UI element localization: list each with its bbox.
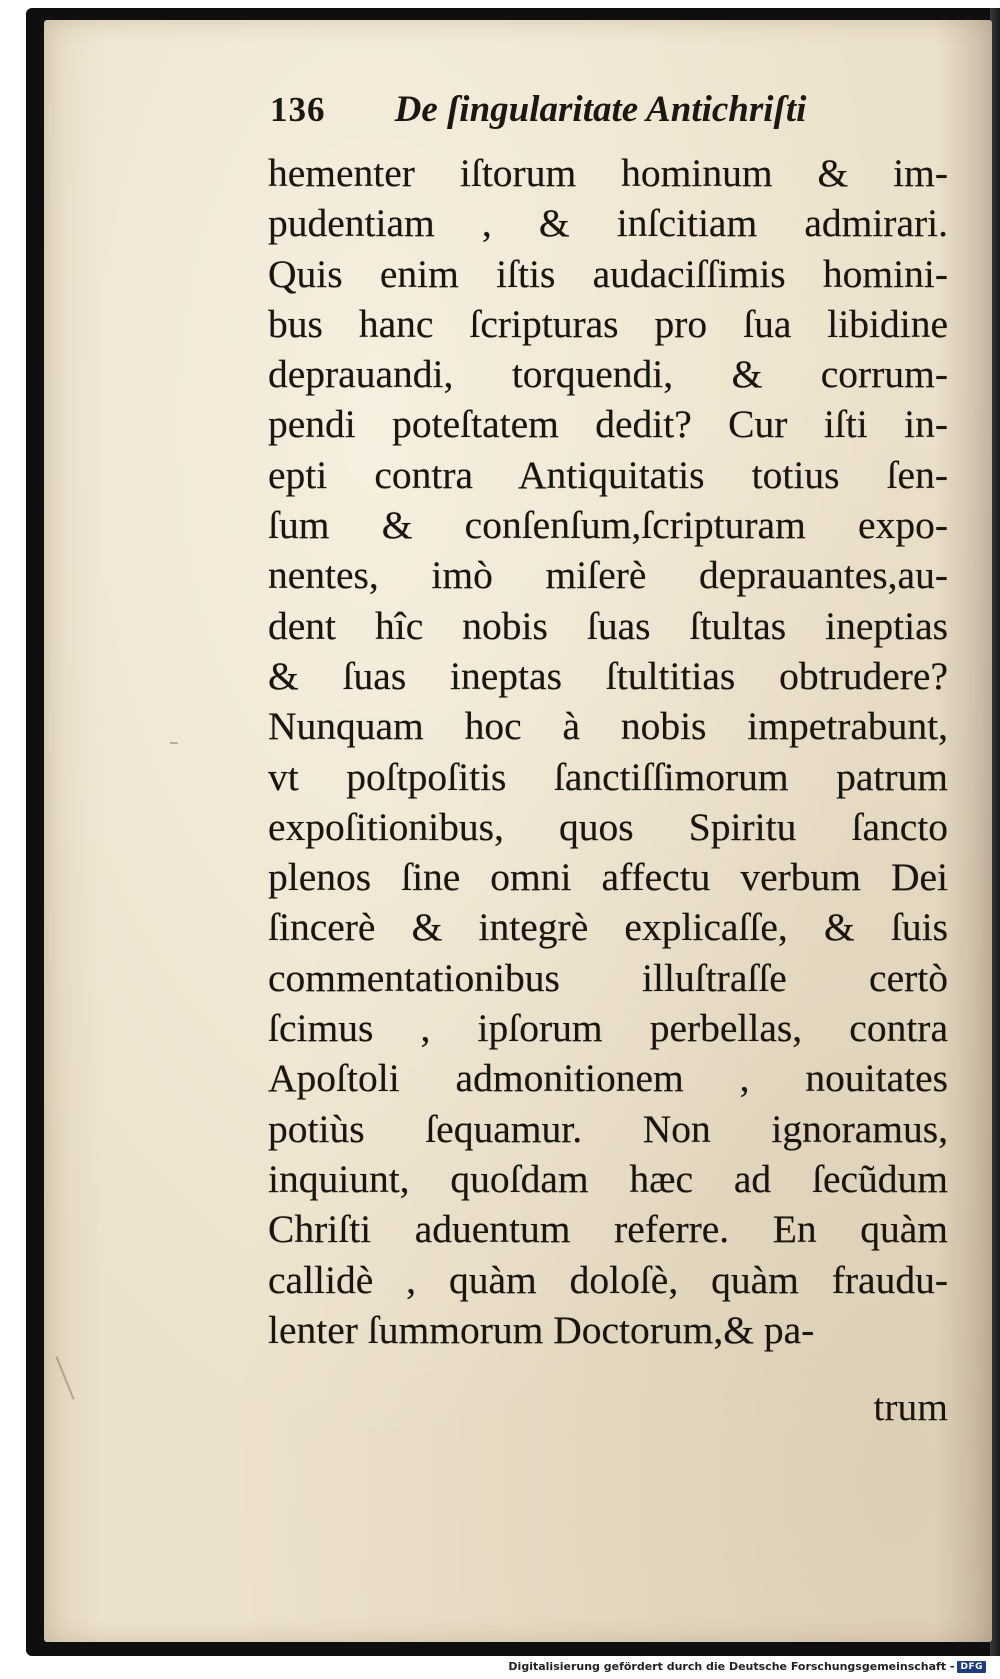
- dfg-logo: DFG: [957, 1661, 986, 1673]
- text-line: Quis enim iſtis audaciſſimis homini-: [268, 251, 948, 296]
- text-line: bus hanc ſcripturas pro ſua libidine: [268, 301, 948, 346]
- text-line: pendi poteſtatem dedit? Cur iſti in-: [268, 402, 948, 447]
- text-line: potiùs ſequamur. Non ignoramus,: [268, 1106, 948, 1151]
- text-line: Chriſti aduentum referre. En quàm: [268, 1207, 948, 1252]
- text-line: inquiunt, quoſdam hæc ad ſecũdum: [268, 1156, 948, 1201]
- margin-tick-mark: [170, 742, 178, 744]
- text-line: expoſitionibus, quos Spiritu ſancto: [268, 804, 948, 849]
- text-line: epti contra Antiquitatis totius ſen-: [268, 452, 948, 497]
- text-line: vt poſtpoſitis ſanctiſſimorum patrum: [268, 754, 948, 799]
- text-line: callidè , quàm doloſè, quàm fraudu-: [268, 1257, 948, 1302]
- catchword: trum: [873, 1385, 948, 1429]
- text-line: ſincerè & integrè explicaſſe, & ſuis: [268, 905, 948, 950]
- text-line: Apoſtoli admonitionem , nouitates: [268, 1056, 948, 1101]
- text-line: pudentiam , & inſcitiam admirari.: [268, 201, 948, 246]
- text-line: nentes, imò miſerè deprauantes,au-: [268, 553, 948, 598]
- digitization-credit: [508, 1660, 986, 1673]
- credit-text: Digitalisierung gefördert durch die Deutsche Forschungsgemeinschaft -: [508, 1660, 955, 1673]
- text-line: plenos ſine omni affectu verbum Dei: [268, 855, 948, 900]
- text-line: deprauandi, torquendi, & corrum-: [268, 352, 948, 397]
- text-line: ſum & conſenſum,ſcripturam expo-: [268, 503, 948, 548]
- running-head: [270, 88, 930, 138]
- text-line: Nunquam hoc à nobis impetrabunt,: [268, 704, 948, 749]
- text-line: hementer iſtorum hominum & im-: [268, 151, 948, 195]
- running-title: De ſingularitate Antichriſti: [394, 89, 807, 130]
- text-body: [268, 148, 948, 1355]
- text-line: commentationibus illuſtraſſe certò: [268, 955, 948, 1000]
- text-line: & ſuas ineptas ſtultitias obtrudere?: [268, 653, 948, 698]
- page-number: 136: [270, 90, 326, 129]
- text-line: dent hîc nobis ſuas ſtultas ineptias: [268, 603, 948, 648]
- text-line: lenter ſummorum Doctorum,& pa-: [268, 1307, 815, 1352]
- text-line: ſcimus , ipſorum perbellas, contra: [268, 1006, 948, 1051]
